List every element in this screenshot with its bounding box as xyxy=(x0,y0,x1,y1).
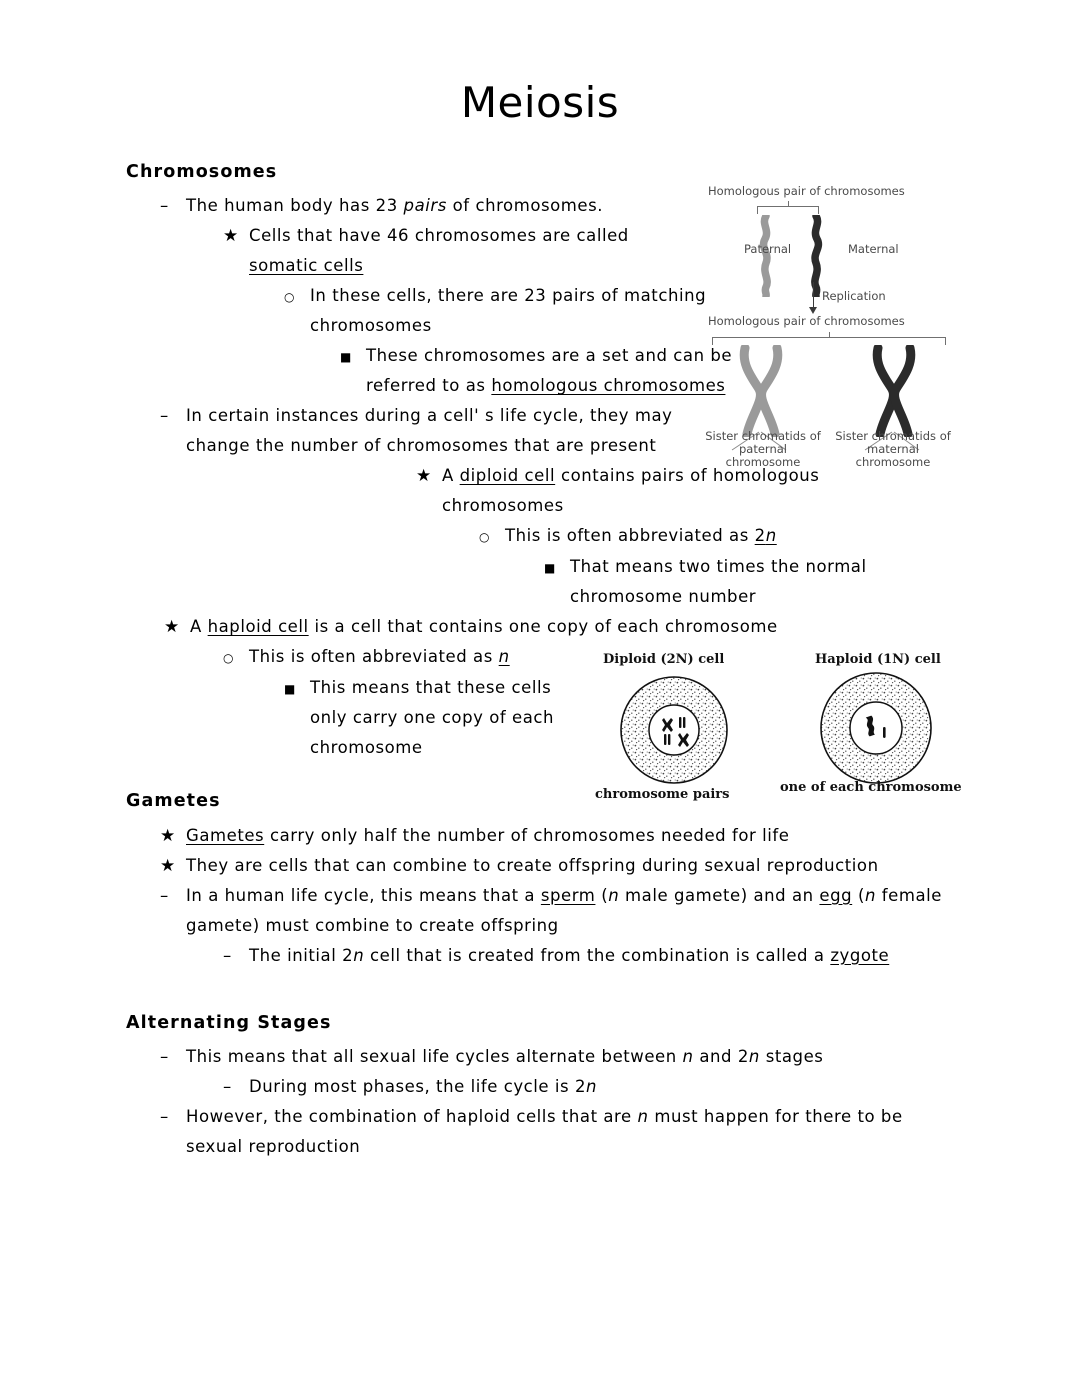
figure-label-sister-chromatids-paternal: Sister chromatids of paternal chromosome xyxy=(705,429,821,469)
list-item-text: A diploid cell contains pairs of homologous chromosomes xyxy=(442,466,820,516)
list-item xyxy=(416,461,942,521)
circle-bullet-icon xyxy=(223,642,249,673)
list-item xyxy=(340,341,760,401)
figure-label-diploid-title: Diploid (2N) cell xyxy=(603,652,725,667)
list-item xyxy=(284,281,739,341)
term-zygote: zygote xyxy=(830,945,890,965)
list-item xyxy=(160,1102,942,1162)
dash-bullet-icon xyxy=(160,401,186,431)
term-haploid-cell: haploid cell xyxy=(207,617,309,637)
figure-label-haploid-title: Haploid (1N) cell xyxy=(815,652,941,667)
term-sperm: sperm xyxy=(540,885,596,905)
list-item xyxy=(160,881,942,941)
term-egg: egg xyxy=(819,885,853,905)
list-item xyxy=(223,221,678,281)
star-bullet-icon xyxy=(160,821,186,851)
list-item-text: A haploid cell is a cell that contains one copy of each chromosome xyxy=(190,617,778,637)
notes-body xyxy=(126,160,942,1162)
dash-bullet-icon xyxy=(223,941,249,971)
term-2n: 2n xyxy=(754,526,777,546)
figure-label-maternal: Maternal xyxy=(848,242,899,256)
list-item-text: The human body has 23 pairs of chromosomes. xyxy=(186,196,604,216)
figure-caption-top: Homologous pair of chromosomes xyxy=(708,184,905,198)
list-item-text: During most phases, the life cycle is 2n xyxy=(249,1077,598,1097)
list-item-text: In these cells, there are 23 pairs of matching chromosomes xyxy=(310,286,707,336)
square-bullet-icon xyxy=(544,552,570,583)
list-item xyxy=(223,642,678,673)
dash-bullet-icon xyxy=(223,1072,249,1102)
list-item xyxy=(479,521,942,552)
circle-bullet-icon xyxy=(284,281,310,312)
list-item xyxy=(544,552,942,612)
term-gametes: Gametes xyxy=(186,825,265,845)
term-somatic-cells: somatic cells xyxy=(249,256,364,276)
square-bullet-icon xyxy=(284,673,310,704)
list-item xyxy=(160,821,942,851)
dash-bullet-icon xyxy=(160,1042,186,1072)
list-item-text: That means two times the normal chromosome number xyxy=(570,557,867,607)
star-bullet-icon xyxy=(416,461,442,491)
list-item-text: In certain instances during a cell' s life cycle, they may change the number of chromosomes that are present xyxy=(186,406,673,456)
figure-caption-middle: Homologous pair of chromosomes xyxy=(708,314,905,328)
figure-label-haploid-caption: one of each chromosome xyxy=(780,780,962,795)
list-item-text: This is often abbreviated as 2n xyxy=(505,526,777,546)
list-item-text: Gametes carry only half the number of chromosomes needed for life xyxy=(186,825,790,845)
list-item xyxy=(160,851,942,881)
figure-label-paternal: Paternal xyxy=(744,242,792,256)
list-item xyxy=(223,941,942,971)
list-item-text: This is often abbreviated as n xyxy=(249,647,510,667)
dash-bullet-icon xyxy=(160,881,186,911)
list-item xyxy=(160,191,615,221)
dash-bullet-icon xyxy=(160,191,186,221)
list-item-text: In a human life cycle, this means that a sperm (n male gamete) and an egg (n female gamete) must combine to create offspring xyxy=(186,885,942,935)
star-bullet-icon xyxy=(160,851,186,881)
section-heading-alternating-stages: Alternating Stages xyxy=(126,1012,332,1033)
figure-label-sister-chromatids-maternal: Sister chromatids of maternal chromosome xyxy=(835,429,951,469)
list-item xyxy=(223,1072,942,1102)
circle-bullet-icon xyxy=(479,521,505,552)
list-item-text: These chromosomes are a set and can be referred to as homologous chromosomes xyxy=(366,346,733,396)
term-homologous-chromosomes: homologous chromosomes xyxy=(491,376,726,396)
term-diploid-cell: diploid cell xyxy=(459,466,556,486)
list-item xyxy=(284,673,569,763)
list-item-text: This means that these cells only carry one copy of each chromosome xyxy=(310,678,555,758)
section-heading-gametes: Gametes xyxy=(126,791,221,812)
star-bullet-icon xyxy=(164,612,190,642)
figure-label-replication: Replication xyxy=(822,289,886,303)
list-item xyxy=(164,612,942,642)
list-item-text: However, the combination of haploid cells that are n must happen for there to be sexual reproduction xyxy=(186,1107,903,1157)
term-n: n xyxy=(498,647,510,667)
list-item-text: This means that all sexual life cycles alternate between n and 2n stages xyxy=(186,1047,824,1067)
section-heading-chromosomes: Chromosomes xyxy=(126,162,278,182)
list-item xyxy=(160,1042,942,1072)
list-item xyxy=(160,401,705,461)
star-bullet-icon xyxy=(223,221,249,251)
list-item-text: The initial 2n cell that is created from the combination is called a zygote xyxy=(249,945,890,965)
page-title: Meiosis xyxy=(460,78,620,127)
figure-label-diploid-caption: chromosome pairs xyxy=(595,787,730,802)
dash-bullet-icon xyxy=(160,1102,186,1132)
square-bullet-icon xyxy=(340,341,366,372)
list-item-text: They are cells that can combine to create offspring during sexual reproduction xyxy=(186,855,879,875)
list-item-text: Cells that have 46 chromosomes are called somatic cells xyxy=(249,226,629,276)
